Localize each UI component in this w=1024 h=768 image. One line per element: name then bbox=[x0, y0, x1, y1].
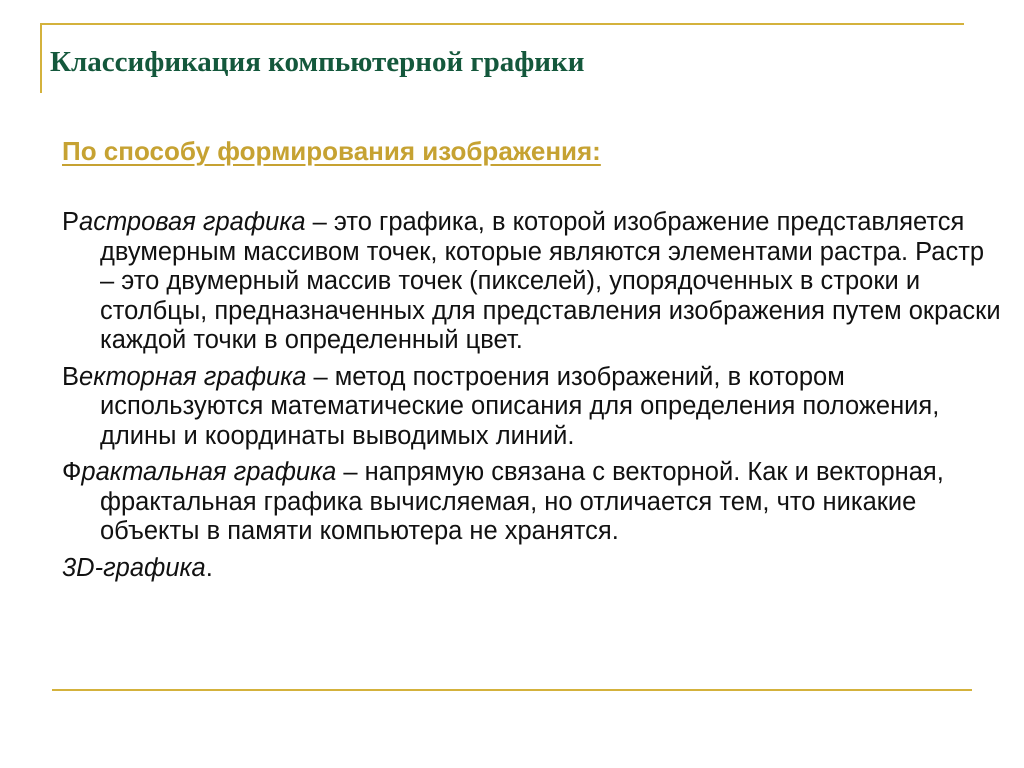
bottom-rule bbox=[52, 689, 972, 691]
paragraph-raster-graphics bbox=[62, 208, 1002, 356]
slide-title: Классификация компьютерной графики bbox=[50, 46, 585, 78]
paragraph-term: рактальная графика bbox=[81, 458, 337, 486]
top-rule bbox=[40, 23, 964, 25]
paragraph-text: – это графика, в которой изображение представляется двумерным массивом точек, которые являются элементами растра. Растр – это двумерный массив точек (пикселей), упорядоченных в строки и столбцы, предназначенных для представления изображения путем окраски каждой точки в определенный цвет. bbox=[100, 208, 1001, 354]
paragraph-term: екторная графика bbox=[79, 362, 307, 391]
paragraph-3d-graphics bbox=[62, 554, 1002, 584]
paragraph-lead-letter: В bbox=[62, 362, 80, 391]
paragraph-lead-letter: Р bbox=[62, 208, 80, 236]
paragraph-term: астровая графика bbox=[79, 208, 306, 236]
left-rule bbox=[40, 23, 42, 93]
paragraph-vector-graphics bbox=[62, 363, 1002, 452]
paragraph-text: . bbox=[205, 553, 213, 582]
paragraph-text: – напрямую связана с векторной. Как и векторная, фрактальная графика вычисляемая, но отличается тем, что никакие объекты в памяти компьютера не хранятся. bbox=[100, 458, 944, 545]
slide-subtitle: По способу формирования изображения: bbox=[62, 136, 601, 166]
paragraph-term: 3D-графика bbox=[62, 553, 206, 582]
paragraph-fractal-graphics bbox=[62, 458, 1002, 547]
slide-content bbox=[62, 208, 1002, 590]
paragraph-lead-letter: Ф bbox=[62, 458, 82, 486]
paragraph-text: – метод построения изображений, в котором используются математические описания для определения положения, длины и координаты выводимых линий. bbox=[100, 362, 940, 450]
